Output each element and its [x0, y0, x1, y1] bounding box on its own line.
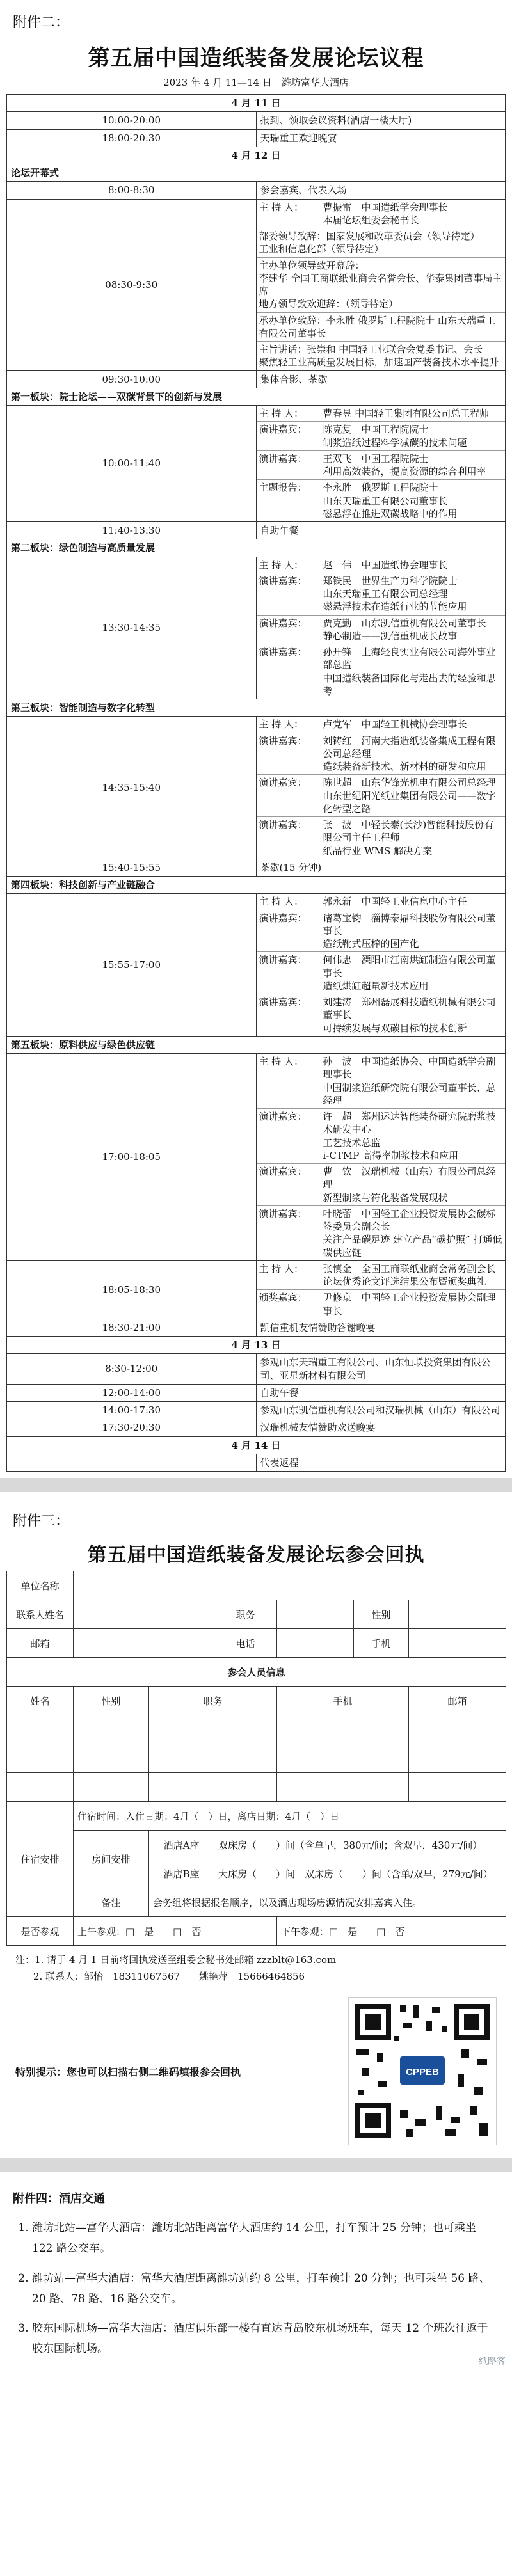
table-row — [7, 717, 506, 859]
qr-code-icon[interactable] — [348, 1997, 497, 2145]
list-item: 3. 胶东国际机场—富华大酒店：酒店俱乐部一楼有直达青岛胶东机场班车，每天 12 个班次往返于胶东国际机场。 — [32, 2318, 497, 2360]
traffic-list — [15, 2218, 497, 2360]
qr-logo-text: CPPEB — [406, 2067, 439, 2078]
section-title: 第五板块：原料供应与绿色供应链 — [7, 1036, 506, 1053]
time-cell: 13:30-14:35 — [7, 557, 257, 699]
list-item: 1. 潍坊北站—富华大酒店：潍坊北站距离富华大酒店约 14 公里，打车预计 25 分钟；也可乘坐 122 路公交车。 — [32, 2218, 497, 2259]
attendee-cell[interactable] — [149, 1744, 277, 1773]
speaker-text: 张 波 中轻长泰(长沙)智能科技股份有限公司主任工程师 纸品行业 WMS 解决方案 — [323, 819, 494, 857]
speaker-row — [257, 200, 506, 228]
section-divider — [0, 1478, 512, 1492]
email-field[interactable] — [74, 1629, 214, 1658]
time-cell: 18:05-18:30 — [7, 1260, 257, 1319]
event-cell: 天瑞重工欢迎晚宴 — [256, 129, 506, 147]
speaker-role: 演讲嘉宾： — [257, 615, 321, 644]
time-cell: 10:00-11:40 — [7, 406, 257, 522]
speaker-list — [257, 200, 506, 370]
speaker-role: 演讲嘉宾： — [257, 910, 321, 952]
speaker-row — [257, 817, 506, 859]
speaker-text: 曹振雷 中国造纸学会理事长 本届论坛组委会秘书长 — [321, 200, 506, 228]
speaker-text: 郑铁民 世界生产力科学院院士 山东天瑞重工有限公司总经理 磁悬浮技术在造纸行业的节能应用 — [321, 573, 506, 615]
speaker-text: 主办单位领导致开幕辞： 李建华 全国工商联纸业商会名誉会长、华泰集团董事局主席 地方领导致欢迎辞：（领导待定） — [257, 257, 506, 312]
section-divider — [0, 2158, 512, 2172]
speaker-text: 主旨讲话：张崇和 中国轻工业联合会党委书记、会长 聚焦轻工业高质量发展目标，加速国产装备技术水平提升 — [259, 344, 499, 369]
speaker-text: 李永胜 俄罗斯工程院院士 山东天瑞重工有限公司董事长 磁悬浮在推进双碳战略中的作用 — [323, 482, 458, 520]
stay-time-label: 住宿时间： — [77, 1810, 126, 1822]
speaker-text: 卢党军 中国轻工机械协会理事长 — [321, 717, 506, 733]
speaker-row — [257, 952, 506, 994]
attendee-cell[interactable] — [149, 1773, 277, 1802]
speaker-text: 陈克复 中国工程院院士 制浆造纸过程料学减碳的技术问题 — [321, 422, 506, 451]
col-name: 姓名 — [7, 1687, 74, 1715]
speaker-row — [257, 733, 506, 775]
attendee-cell[interactable] — [74, 1715, 149, 1744]
speaker-text: 王双飞 中国工程院院士 利用高效装备，提高资源的综合利用率 — [321, 450, 506, 480]
am-visit-checkboxes[interactable]: 上午参观：□ 是 □ 否 — [74, 1917, 277, 1946]
col-gender: 性别 — [74, 1687, 149, 1715]
speaker-text: 陈世超 山东华锋光机电有限公司总经理 山东世纪阳光纸业集团有限公司——数字化转型之路 — [321, 775, 506, 817]
table-row — [7, 859, 506, 876]
time-cell: 09:30-10:00 — [7, 370, 257, 388]
section-title: 第三板块：智能制造与数字化转型 — [7, 699, 506, 717]
speaker-row — [257, 1261, 506, 1290]
event-cell: 参观山东天瑞重工有限公司、山东恒联投资集团有限公司、亚星新材料有限公司 — [256, 1354, 506, 1385]
table-row — [7, 370, 506, 388]
watermark: 纸路客 — [479, 2356, 506, 2367]
time-cell: 11:40-13:30 — [7, 522, 257, 539]
mobile-field[interactable] — [409, 1629, 506, 1658]
table-row — [7, 406, 506, 522]
event-cell: 报到、领取会议资料(酒店一楼大厅) — [256, 112, 506, 129]
speaker-text: 叶晓蕾 中国轻工企业投资发展协会碳标签委员会副会长 关注产品碳足迹 建立产品“碳护照” 打通低碳供应链 — [323, 1207, 502, 1259]
table-row — [7, 1054, 506, 1261]
agenda-title: 第五届中国造纸装备发展论坛议程 — [88, 45, 424, 71]
speaker-text: 孙开锋 上海轻良实业有限公司海外事业部总监 中国造纸装备国际化与走出去的经验和思考 — [323, 646, 496, 697]
table-row — [7, 522, 506, 539]
section-title: 论坛开幕式 — [7, 164, 506, 182]
time-cell: 08:30-9:30 — [7, 199, 257, 370]
speaker-role: 主 持 人： — [257, 200, 321, 228]
speaker-list — [257, 406, 506, 521]
pm-visit-checkboxes[interactable]: 下午参观：□ 是 □ 否 — [277, 1917, 506, 1946]
speaker-role: 演讲嘉宾： — [259, 996, 307, 1008]
speaker-role: 演讲嘉宾： — [257, 1164, 321, 1206]
event-cell: 参观山东凯信重机有限公司和汉瑞机械（山东）有限公司 — [256, 1402, 506, 1419]
attachment-4-label: 附件四：酒店交通 — [13, 2192, 105, 2206]
registration-form — [6, 1571, 506, 1946]
visit-label: 是否参观 — [7, 1917, 74, 1946]
col-mobile: 手机 — [277, 1687, 409, 1715]
speaker-row — [257, 1109, 506, 1164]
speaker-row — [257, 717, 506, 733]
speaker-role: 演讲嘉宾： — [257, 952, 321, 994]
stay-time-row[interactable] — [74, 1802, 506, 1831]
time-cell: 18:00-20:30 — [7, 129, 257, 147]
event-cell: 自助午餐 — [256, 522, 506, 539]
contact-label: 联系人姓名 — [7, 1600, 74, 1629]
section-title: 第一板块：院士论坛——双碳背景下的创新与发展 — [7, 388, 506, 405]
stay-time-text: 入住日期：4月（ ）日，离店日期：4月（ ）日 — [125, 1810, 340, 1822]
time-cell — [7, 1454, 257, 1471]
note-2: 2. 联系人：邹怡 18311067567 姚艳萍 15666464856 — [33, 1970, 305, 1982]
remark-label: 备注 — [74, 1888, 149, 1917]
speaker-row — [257, 480, 506, 521]
table-row — [7, 1319, 506, 1336]
speaker-list — [257, 717, 506, 859]
table-row — [7, 1384, 506, 1401]
position-field[interactable] — [277, 1600, 354, 1629]
speaker-text: 诸葛宝钧 淄博泰鼎科技股份有限公司董事长 造纸靴式压榨的国产化 — [321, 910, 506, 952]
attendee-cell[interactable] — [409, 1744, 506, 1773]
traffic-section — [0, 2210, 512, 2373]
section-title: 第四板块：科技创新与产业链融合 — [7, 877, 506, 894]
table-row — [7, 1454, 506, 1471]
attendee-cell[interactable] — [277, 1715, 409, 1744]
registration-title: 第五届中国造纸装备发展论坛参会回执 — [87, 1544, 425, 1566]
speaker-row — [257, 644, 506, 699]
speaker-role: 主 持 人： — [257, 717, 321, 733]
event-cell: 茶歇(15 分钟) — [256, 859, 506, 876]
table-row — [7, 129, 506, 147]
speaker-text: 许 超 郑州运达智能装备研究院磨浆技术研发中心 工艺技术总监 i-CTMP 高得率制浆技术和应用 — [321, 1109, 506, 1164]
speaker-row — [257, 994, 506, 1036]
speaker-list — [257, 1054, 506, 1260]
remark-text: 会务组将根据报名顺序，以及酒店现场房源情况安排嘉宾入住。 — [149, 1888, 506, 1917]
speaker-row — [257, 615, 506, 644]
email-label: 邮箱 — [7, 1629, 74, 1658]
speaker-row — [257, 910, 506, 952]
speaker-row — [257, 1054, 506, 1109]
event-cell: 凯信重机友情赞助答谢晚宴 — [256, 1319, 506, 1336]
event-cell: 自助午餐 — [256, 1384, 506, 1401]
gender-field[interactable] — [409, 1600, 506, 1629]
speaker-row — [257, 342, 506, 370]
speaker-role: 演讲嘉宾： — [257, 775, 321, 817]
speaker-row — [257, 406, 506, 422]
speaker-text: 郭永新 中国轻工业信息中心主任 — [321, 894, 506, 910]
table-row — [7, 182, 506, 199]
event-cell: 汉瑞机械友情赞助欢送晚宴 — [256, 1419, 506, 1436]
speaker-row — [257, 775, 506, 817]
event-cell: 参会嘉宾、代表入场 — [256, 182, 506, 199]
speaker-row — [257, 450, 506, 480]
attendee-cell[interactable] — [74, 1744, 149, 1773]
table-row — [7, 1354, 506, 1385]
note-1: 注：1. 请于 4 月 1 日前将回执发送至组委会秘书处邮箱 zzzblt@163.com — [15, 1954, 337, 1966]
time-cell: 12:00-14:00 — [7, 1384, 257, 1401]
attendee-info-header: 参会人员信息 — [7, 1658, 506, 1687]
event-cell: 代表返程 — [256, 1454, 506, 1471]
hotel-a-options[interactable]: 双床房（ ）间（含单早，380元/间；含双早，430元/间） — [214, 1831, 506, 1859]
mobile-label: 手机 — [354, 1629, 409, 1658]
speaker-role: 主 持 人： — [257, 1261, 321, 1290]
table-row — [7, 112, 506, 129]
speaker-row — [257, 1164, 506, 1206]
attendee-cell[interactable] — [7, 1744, 74, 1773]
time-cell: 10:00-20:00 — [7, 112, 257, 129]
attendee-cell[interactable] — [7, 1773, 74, 1802]
gender-label: 性别 — [354, 1600, 409, 1629]
agenda-subtitle: 2023 年 4 月 11—14 日 潍坊富华大酒店 — [163, 77, 349, 88]
speaker-text: 承办单位致辞：李永胜 俄罗斯工程院院士 山东天瑞重工有限公司董事长 — [257, 312, 506, 342]
speaker-list — [257, 1261, 506, 1319]
table-row — [7, 894, 506, 1037]
day-header: 4 月 14 日 — [7, 1436, 506, 1454]
attendee-cell[interactable] — [277, 1744, 409, 1773]
hotel-b-label: 酒店B座 — [149, 1859, 214, 1888]
attachment-3-label: 附件三： — [13, 1513, 70, 1529]
attendee-cell[interactable] — [74, 1773, 149, 1802]
attachment-2-label: 附件二： — [13, 15, 70, 31]
day-header: 4 月 12 日 — [7, 147, 506, 164]
speaker-text: 何伟忠 溧阳市江南烘缸制造有限公司董事长 造纸烘缸超量新技术应用 — [321, 952, 506, 994]
qr-code-graphic — [349, 1998, 496, 2145]
qr-hint-row — [0, 1991, 512, 2151]
speaker-list — [257, 557, 506, 699]
unit-name-label: 单位名称 — [7, 1571, 74, 1600]
unit-name-field[interactable] — [74, 1571, 506, 1600]
time-cell: 17:00-18:05 — [7, 1054, 257, 1261]
speaker-role: 主题报告： — [259, 482, 307, 494]
speaker-text: 赵 伟 中国造纸协会理事长 — [321, 557, 506, 573]
speaker-text: 孙 波 中国造纸协会、中国造纸学会副理事长 中国制浆造纸研究院有限公司董事长、总经理 — [321, 1054, 506, 1109]
speaker-row — [257, 557, 506, 573]
lodging-label: 住宿安排 — [7, 1802, 74, 1917]
speaker-row — [257, 573, 506, 615]
hotel-b-options[interactable]: 大床房（ ）间 双床房（ ）间（含单/双早，279元/间） — [214, 1859, 506, 1888]
event-cell: 集体合影、茶歇 — [256, 370, 506, 388]
speaker-text: 刘铸红 河南大指造纸装备集成工程有限公司总经理 造纸装备新技术、新材料的研发和应用 — [321, 733, 506, 775]
time-cell: 8:30-12:00 — [7, 1354, 257, 1385]
speaker-text: 刘建涛 郑州磊展科技造纸机械有限公司董事长 可持续发展与双碳目标的技术创新 — [323, 996, 496, 1034]
speaker-role: 演讲嘉宾： — [257, 422, 321, 451]
attendee-cell[interactable] — [149, 1715, 277, 1744]
attendee-cell[interactable] — [7, 1715, 74, 1744]
table-row — [7, 1419, 506, 1436]
day-header: 4 月 11 日 — [7, 95, 506, 112]
time-cell: 17:30-20:30 — [7, 1419, 257, 1436]
speaker-role: 颁奖嘉宾： — [259, 1292, 307, 1304]
speaker-role: 演讲嘉宾： — [257, 573, 321, 615]
speaker-text: 曹 钦 汉瑞机械（山东）有限公司总经理 新型制浆与符化装备发展现状 — [321, 1164, 506, 1206]
speaker-row — [257, 1205, 506, 1260]
attendee-cell[interactable] — [409, 1715, 506, 1744]
speaker-text: 部委领导致辞：国家发展和改革委员会（领导待定） 工业和信息化部（领导待定） — [257, 228, 506, 258]
time-cell: 8:00-8:30 — [7, 182, 257, 199]
room-arrange-label: 房间安排 — [74, 1831, 149, 1888]
speaker-role: 演讲嘉宾： — [257, 1109, 321, 1164]
phone-label: 电话 — [214, 1629, 277, 1658]
speaker-row — [257, 422, 506, 451]
speaker-role: 演讲嘉宾： — [259, 646, 307, 658]
section-title: 第二板块：绿色制造与高质量发展 — [7, 539, 506, 557]
speaker-row — [257, 1290, 506, 1319]
speaker-role: 演讲嘉宾： — [257, 450, 321, 480]
table-row — [7, 1402, 506, 1419]
table-row — [7, 1260, 506, 1319]
speaker-role: 主 持 人： — [257, 557, 321, 573]
time-cell: 18:30-21:00 — [7, 1319, 257, 1336]
speaker-row — [257, 312, 506, 342]
speaker-list — [257, 894, 506, 1036]
speaker-text: 曹春昱 中国轻工集团有限公司总工程师 — [321, 406, 506, 422]
hotel-a-label: 酒店A座 — [149, 1831, 214, 1859]
speaker-row — [257, 257, 506, 312]
speaker-row — [257, 894, 506, 910]
col-email: 邮箱 — [409, 1687, 506, 1715]
attendee-cell[interactable] — [277, 1773, 409, 1802]
time-cell: 14:00-17:30 — [7, 1402, 257, 1419]
speaker-text: 贾克勤 山东凯信重机有限公司董事长 静心制造——凯信重机成长故事 — [321, 615, 506, 644]
time-cell: 15:55-17:00 — [7, 894, 257, 1037]
attendee-cell[interactable] — [409, 1773, 506, 1802]
time-cell: 15:40-15:55 — [7, 859, 257, 876]
special-hint: 特别提示：您也可以扫描右侧二维码填报参会回执 — [15, 2065, 241, 2078]
speaker-role: 演讲嘉宾： — [259, 819, 307, 831]
speaker-role: 演讲嘉宾： — [257, 733, 321, 775]
speaker-role: 主 持 人： — [257, 406, 321, 422]
speaker-role: 主 持 人： — [257, 1054, 321, 1109]
speaker-text: 张慎金 全国工商联纸业商会常务副会长 论坛优秀论文评选结果公布暨颁奖典礼 — [321, 1261, 506, 1290]
speaker-row — [257, 228, 506, 258]
table-row — [7, 557, 506, 699]
position-label: 职务 — [214, 1600, 277, 1629]
agenda-table — [6, 94, 506, 1472]
day-header: 4 月 13 日 — [7, 1337, 506, 1354]
speaker-role: 演讲嘉宾： — [259, 1207, 307, 1220]
time-cell: 14:35-15:40 — [7, 717, 257, 859]
col-position: 职务 — [149, 1687, 277, 1715]
speaker-role: 主 持 人： — [257, 894, 321, 910]
notes — [0, 1946, 512, 1991]
list-item: 2. 潍坊站—富华大酒店：富华大酒店距离潍坊站约 8 公里，打车预计 20 分钟；也可乘坐 56 路、20 路、78 路、16 路公交车。 — [32, 2268, 497, 2310]
table-row — [7, 199, 506, 370]
contact-field[interactable] — [74, 1600, 214, 1629]
speaker-text: 尹修京 中国轻工企业投资发展协会副理事长 — [323, 1292, 496, 1317]
phone-field[interactable] — [277, 1629, 354, 1658]
